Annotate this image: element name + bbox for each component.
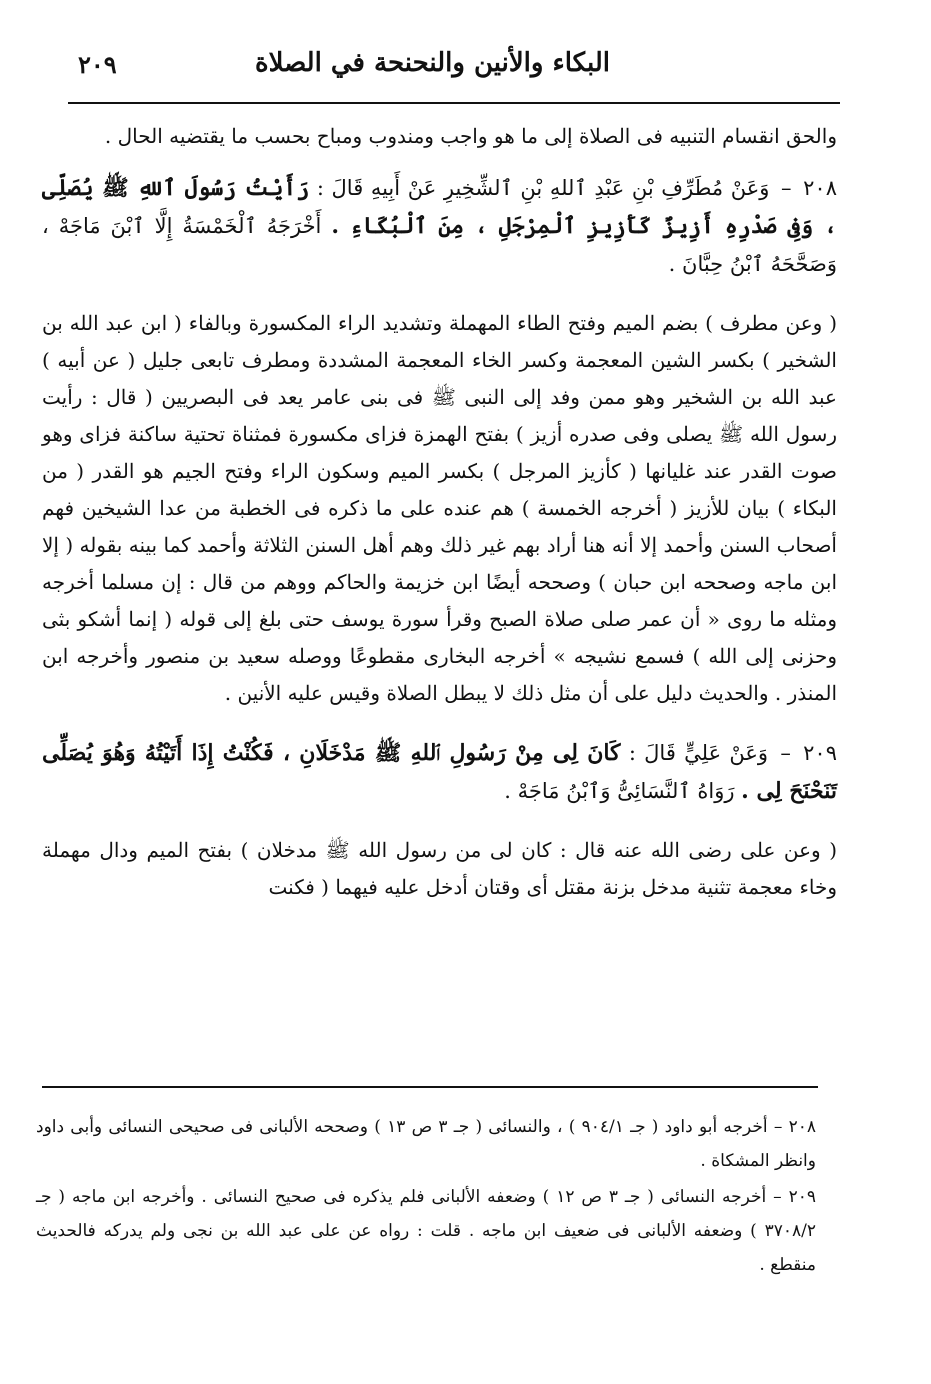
footnotes	[36, 1110, 816, 1284]
hadith-209	[42, 734, 837, 810]
hadith-takhrij: أَخْرَجَهُ ٱلْخَمْسَةُ إِلَّا ٱبْنَ مَاجَهْ ، وَصَحَّحَهُ ٱبْنُ حِبَّانَ .	[42, 214, 837, 276]
footnote-209: ٢٠٩ – أخرجه النسائى ( جـ ٣ ص ١٢ ) وضعفه الألبانى فلم يذكره فى صحيح النسائى . وأخرجه ابن ماجه ( جـ ٣٧٠٨/٢ ) وضعفه الألبانى فى ضعيف ابن ماجه . قلت : رواه عن على عبد الله بن نجى ولم يدركه فالحديث منقطع .	[36, 1187, 816, 1275]
hadith-dash: –	[780, 741, 791, 765]
hadith-matn: رَأَيْتُ رَسُولَ ٱللهِ ﷺ يُصَلِّى ، وَفِى صَدْرِهِ أَزِيزٌ كَأَزِيزِ ٱلْمِرْجَلِ ، مِنَ ٱلْبُكَاءِ .	[42, 175, 837, 239]
intro-paragraph: والحق انقسام التنبيه فى الصلاة إلى ما هو واجب ومندوب ومباح بحسب ما يقتضيه الحال .	[104, 124, 837, 148]
hadith-dash: –	[781, 176, 792, 200]
hadith-number: ٢٠٩	[803, 741, 837, 765]
hadith-number: ٢٠٨	[803, 176, 837, 200]
hadith-isnad: وَعَنْ عَلِيٍّ قَالَ :	[628, 741, 769, 765]
spacer	[42, 155, 837, 169]
hadith-matn: كَانَ لِى مِنْ رَسُولِ ٱللهِ ﷺ مَدْخَلَانِ ، فَكُنْتُ إِذَا أَتَيْتُهُ وَهُوَ يُصَلِّى تَنَحْنَحَ لِى .	[42, 740, 837, 804]
hadith-isnad: وَعَنْ مُطَرِّفِ بْنِ عَبْدِ ٱللهِ بْنِ ٱلشِّخِيرِ عَنْ أَبِيهِ قَالَ :	[316, 176, 770, 200]
hadith-208	[42, 169, 837, 283]
page-number: ٢٠٩	[78, 50, 117, 79]
spacer	[42, 283, 837, 305]
spacer	[42, 712, 837, 734]
footnote-208: ٢٠٨ – أخرجه أبو داود ( جـ ٩٠٤/١ ) ، والنسائى ( جـ ٣ ص ١٣ ) وصححه الألبانى فى صحيحى النسائى وأبى داود وانظر المشكاة .	[36, 1117, 816, 1171]
spacer	[42, 810, 837, 832]
hadith-takhrij: رَوَاهُ ٱلنَّسَائِىُّ وَٱبْنُ مَاجَهْ .	[504, 779, 735, 803]
commentary-208: ( وعن مطرف ) بضم الميم وفتح الطاء المهملة وتشديد الراء المكسورة وبالفاء ( ابن عبد الله بن الشخير ) بكسر الشين المعجمة وكسر الخاء المعجمة المشددة ومطرف تابعى جليل ( عن أبيه ) عبد الله بن الشخير وهو ممن وفد إلى النبى ﷺ فى بنى عامر يعد فى البصريين ( قال : رأيت رسول الله ﷺ يصلى وفى صدره أزيز ) بفتح الهمزة فزاى مكسورة فمثناة تحتية ساكنة فزاى وهو صوت القدر عند غليانها ( كأزيز المرجل ) بكسر الميم وسكون الراء وفتح الجيم هو القدر ( من البكاء ) بيان للأزيز ( أخرجه الخمسة ) هم عنده على ما ذكره فى الخطبة من عدا الشيخين فهم أصحاب السنن وأحمد إلا أنه هنا أراد بهم غير ذلك وهم أهل السنن الثلاثة وأحمد كما بينه بقوله ( إلا ابن ماجه وصححه ابن حبان ) وصححه أيضًا ابن خزيمة والحاكم ووهم من قال : إن مسلما أخرجه ومثله ما روى « أن عمر صلى صلاة الصبح وقرأ سورة يوسف حتى بلغ إلى قوله ( إنما أشكو بثى وحزنى إلى الله ) فسمع نشيجه » أخرجه البخارى مقطوعًا ووصله سعيد بن منصور وأخرجه ابن المنذر . والحديث دليل على أن مثل ذلك لا يبطل الصلاة وقيس عليه الأنين .	[42, 311, 837, 705]
page-header	[70, 40, 840, 90]
commentary-209: ( وعن على رضى الله عنه قال : كان لى من رسول الله ﷺ مدخلان ) بفتح الميم ودال مهملة وخاء معجمة تثنية مدخل بزنة مقتل أى وقتان أدخل عليه فيهما ( فكنت	[42, 838, 837, 899]
running-title: البكاء والأنين والنحنحة في الصلاة	[254, 48, 610, 78]
main-text	[42, 118, 837, 906]
header-divider	[68, 102, 840, 104]
footnote-divider	[42, 1086, 818, 1088]
